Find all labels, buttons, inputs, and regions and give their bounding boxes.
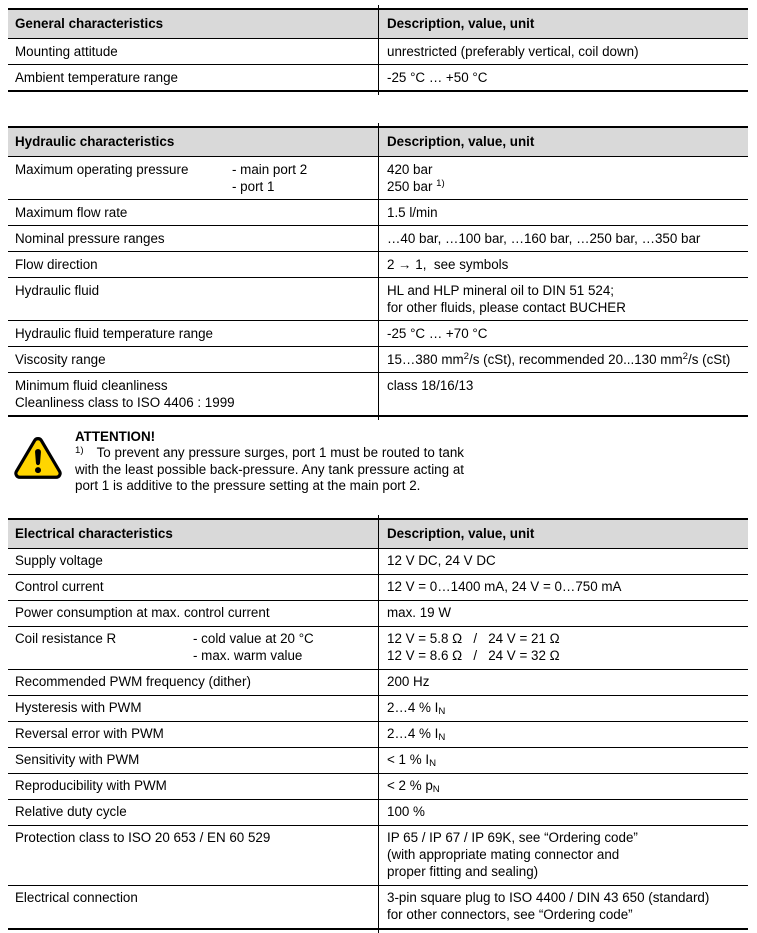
table-hydraulic — [8, 126, 748, 417]
table-title: Electrical characteristics — [15, 525, 173, 541]
column-divider — [378, 515, 379, 933]
row-label: Viscosity range — [15, 351, 106, 367]
table-title: General characteristics — [15, 16, 164, 31]
row-label: Ambient temperature range — [15, 69, 179, 85]
row-label: Supply voltage — [15, 553, 103, 568]
row-value: class 18/16/13 — [387, 377, 474, 393]
attention-note — [14, 428, 484, 495]
row-label: Hysteresis with PWM — [15, 700, 142, 715]
row-label: Recommended PWM frequency (dither) — [15, 674, 251, 689]
row-label: Control current — [15, 579, 104, 594]
row-label: Maximum operating pressure - main port 2 - port 1 — [15, 161, 308, 194]
row-label: Protection class to ISO 20 653 / EN 60 529 — [15, 830, 271, 845]
row-sublabel: - main port 2 - port 1 — [232, 161, 308, 194]
row-label: Sensitivity with PWM — [15, 752, 140, 767]
row-value: …40 bar, …100 bar, …160 bar, …250 bar, …350 bar — [387, 230, 701, 246]
table-title: Hydraulic characteristics — [15, 134, 175, 149]
row-value: 15…380 $mm^2/s$ (cSt), recommended 20...130 $mm^2/s$ (cSt) — [387, 351, 731, 367]
row-value: < 2 % $p_N$ — [387, 778, 440, 796]
value-column-header: Description, value, unit — [387, 16, 535, 31]
row-value: 3-pin square plug to ISO 4400 / DIN 43 650 (standard) for other connectors, see “Ordering code” — [387, 890, 710, 922]
column-divider — [378, 5, 379, 95]
row-label: Hydraulic fluid temperature range — [15, 325, 213, 341]
row-label: Power consumption at max. control current — [15, 605, 270, 620]
row-value: 12 V = 0…1400 mA, 24 V = 0…750 mA — [387, 579, 622, 594]
row-value: 100 % — [387, 804, 425, 819]
row-label: Flow direction — [15, 256, 98, 272]
row-value: 200 Hz — [387, 674, 430, 689]
row-label: Maximum flow rate — [15, 204, 128, 220]
row-value: -25 °C … +70 °C — [387, 325, 488, 341]
row-label: Minimum fluid cleanliness Cleanliness class to ISO 4406 : 1999 — [15, 377, 235, 410]
row-value: IP 65 / IP 67 / IP 69K, see “Ordering code” (with appropriate mating connector and proper fitting and sealing) — [387, 830, 638, 879]
row-label: Reproducibility with PWM — [15, 778, 167, 793]
table-electrical — [8, 518, 748, 930]
row-value: unrestricted (preferably vertical, coil down) — [387, 43, 639, 59]
row-value: 2 → 1, see symbols — [387, 256, 509, 272]
row-label: Nominal pressure ranges — [15, 230, 165, 246]
footnote-ref: 1) — [75, 444, 84, 456]
row-label: Electrical connection — [15, 890, 138, 905]
row-value: -25 °C … +50 °C — [387, 69, 488, 85]
row-value: 420 bar 250 bar $^{1)}$ — [387, 161, 445, 194]
row-value: 12 V DC, 24 V DC — [387, 553, 496, 568]
warning-triangle-icon — [14, 435, 62, 495]
column-divider — [378, 123, 379, 420]
row-value: < 1 % $I_N$ — [387, 752, 437, 770]
row-label: Hydraulic fluid — [15, 282, 100, 298]
value-column-header: Description, value, unit — [387, 525, 535, 541]
row-value: 1.5 l/min — [387, 204, 438, 220]
row-value: max. 19 W — [387, 605, 451, 620]
row-label: Reversal error with PWM — [15, 726, 164, 741]
row-label: Mounting attitude — [15, 43, 118, 59]
row-value: HL and HLP mineral oil to DIN 51 524; for other fluids, please contact BUCHER — [387, 282, 626, 315]
row-value: 12 V = 5.8 Ω / 24 V = 21 Ω 12 V = 8.6 Ω / 24 V = 32 Ω — [387, 631, 560, 663]
row-label: Coil resistance R - cold value at 20 °C - max. warm value — [15, 631, 314, 663]
table-general — [8, 8, 748, 92]
attention-text: To prevent any pressure surges, port 1 must be routed to tank with the least possible back-pressure. Any tank pressure acting at port 1 is additive to the pressure setting at the main port 2. — [75, 445, 464, 493]
attention-body — [75, 445, 464, 495]
value-column-header: Description, value, unit — [387, 134, 535, 149]
row-value: 2…4 % $I_N$ — [387, 726, 446, 744]
row-label: Relative duty cycle — [15, 804, 127, 819]
row-value: 2…4 % $I_N$ — [387, 700, 446, 718]
row-sublabel: - cold value at 20 °C - max. warm value — [193, 631, 314, 663]
attention-title: ATTENTION! — [75, 429, 156, 444]
